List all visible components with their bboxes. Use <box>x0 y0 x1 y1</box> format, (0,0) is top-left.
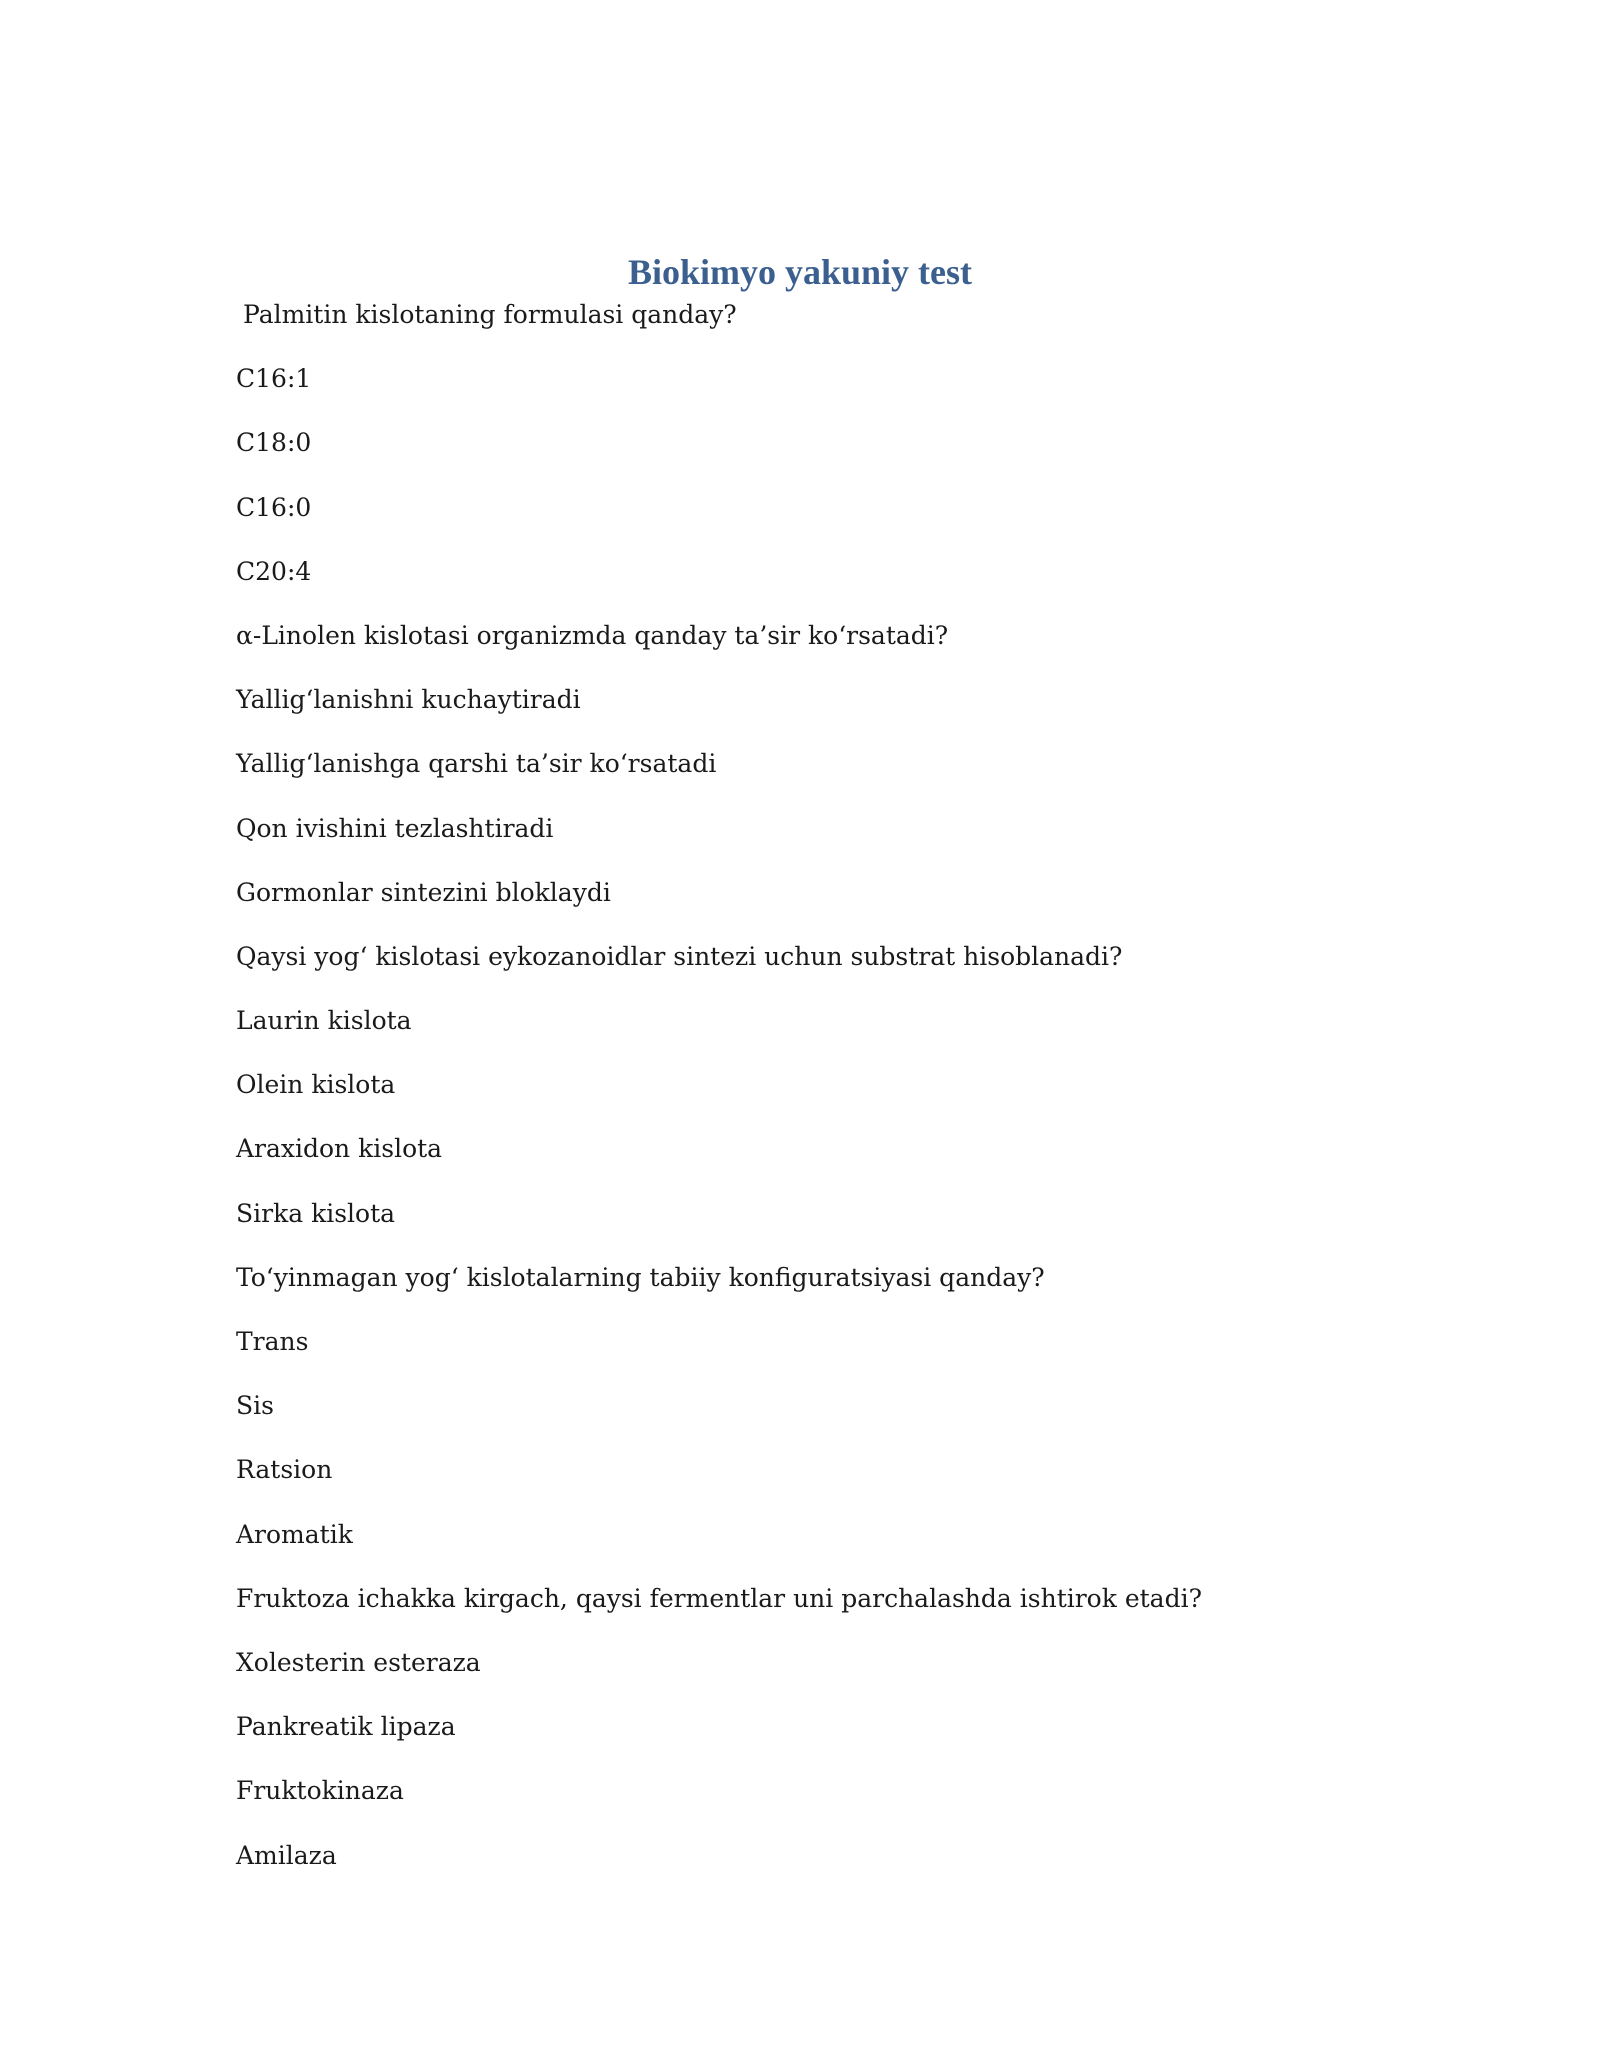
question-line: Qaysi yogʻ kislotasi eykozanoidlar sintezi uchun substrat hisoblanadi? <box>236 941 1123 971</box>
question-line: Palmitin kislotaning formulasi qanday? <box>243 300 737 329</box>
answer-option: Pankreatik lipaza <box>236 1712 456 1742</box>
question-line: α-Linolen kislotasi organizmda qanday ta’sir koʻrsatadi? <box>236 620 949 650</box>
answer-option: C16:0 <box>236 492 312 522</box>
answer-option: Amilaza <box>236 1840 337 1870</box>
answer-option: Olein kislota <box>236 1070 396 1100</box>
answer-option: Ratsion <box>236 1455 333 1485</box>
question-line: Fruktoza ichakka kirgach, qaysi fermentlar uni parchalashda ishtirok etadi? <box>236 1583 1202 1613</box>
answer-option: Sirka kislota <box>236 1198 396 1228</box>
answer-option: Aromatik <box>236 1519 353 1549</box>
answer-option: C18:0 <box>236 428 312 458</box>
answer-option: Qon ivishini tezlashtiradi <box>236 813 554 843</box>
answer-option: Sis <box>236 1391 274 1421</box>
answer-option: Yalligʻlanishga qarshi ta’sir koʻrsatadi <box>236 749 717 779</box>
answer-option: Gormonlar sintezini bloklaydi <box>236 877 611 907</box>
answer-option: C16:1 <box>236 364 312 394</box>
answer-option: Araxidon kislota <box>236 1134 443 1164</box>
answer-option: Yalligʻlanishni kuchaytiradi <box>236 685 581 715</box>
document-title: Biokimyo yakuniy test <box>627 252 973 292</box>
answer-option: Laurin kislota <box>236 1006 412 1036</box>
answer-option: Trans <box>236 1327 309 1356</box>
question-list <box>236 300 1386 1905</box>
answer-option: Xolesterin esteraza <box>236 1647 481 1677</box>
answer-option: Fruktokinaza <box>236 1776 404 1806</box>
question-line: Toʻyinmagan yogʻ kislotalarning tabiiy konfiguratsiyasi qanday? <box>236 1262 1045 1292</box>
answer-option: C20:4 <box>236 556 312 586</box>
